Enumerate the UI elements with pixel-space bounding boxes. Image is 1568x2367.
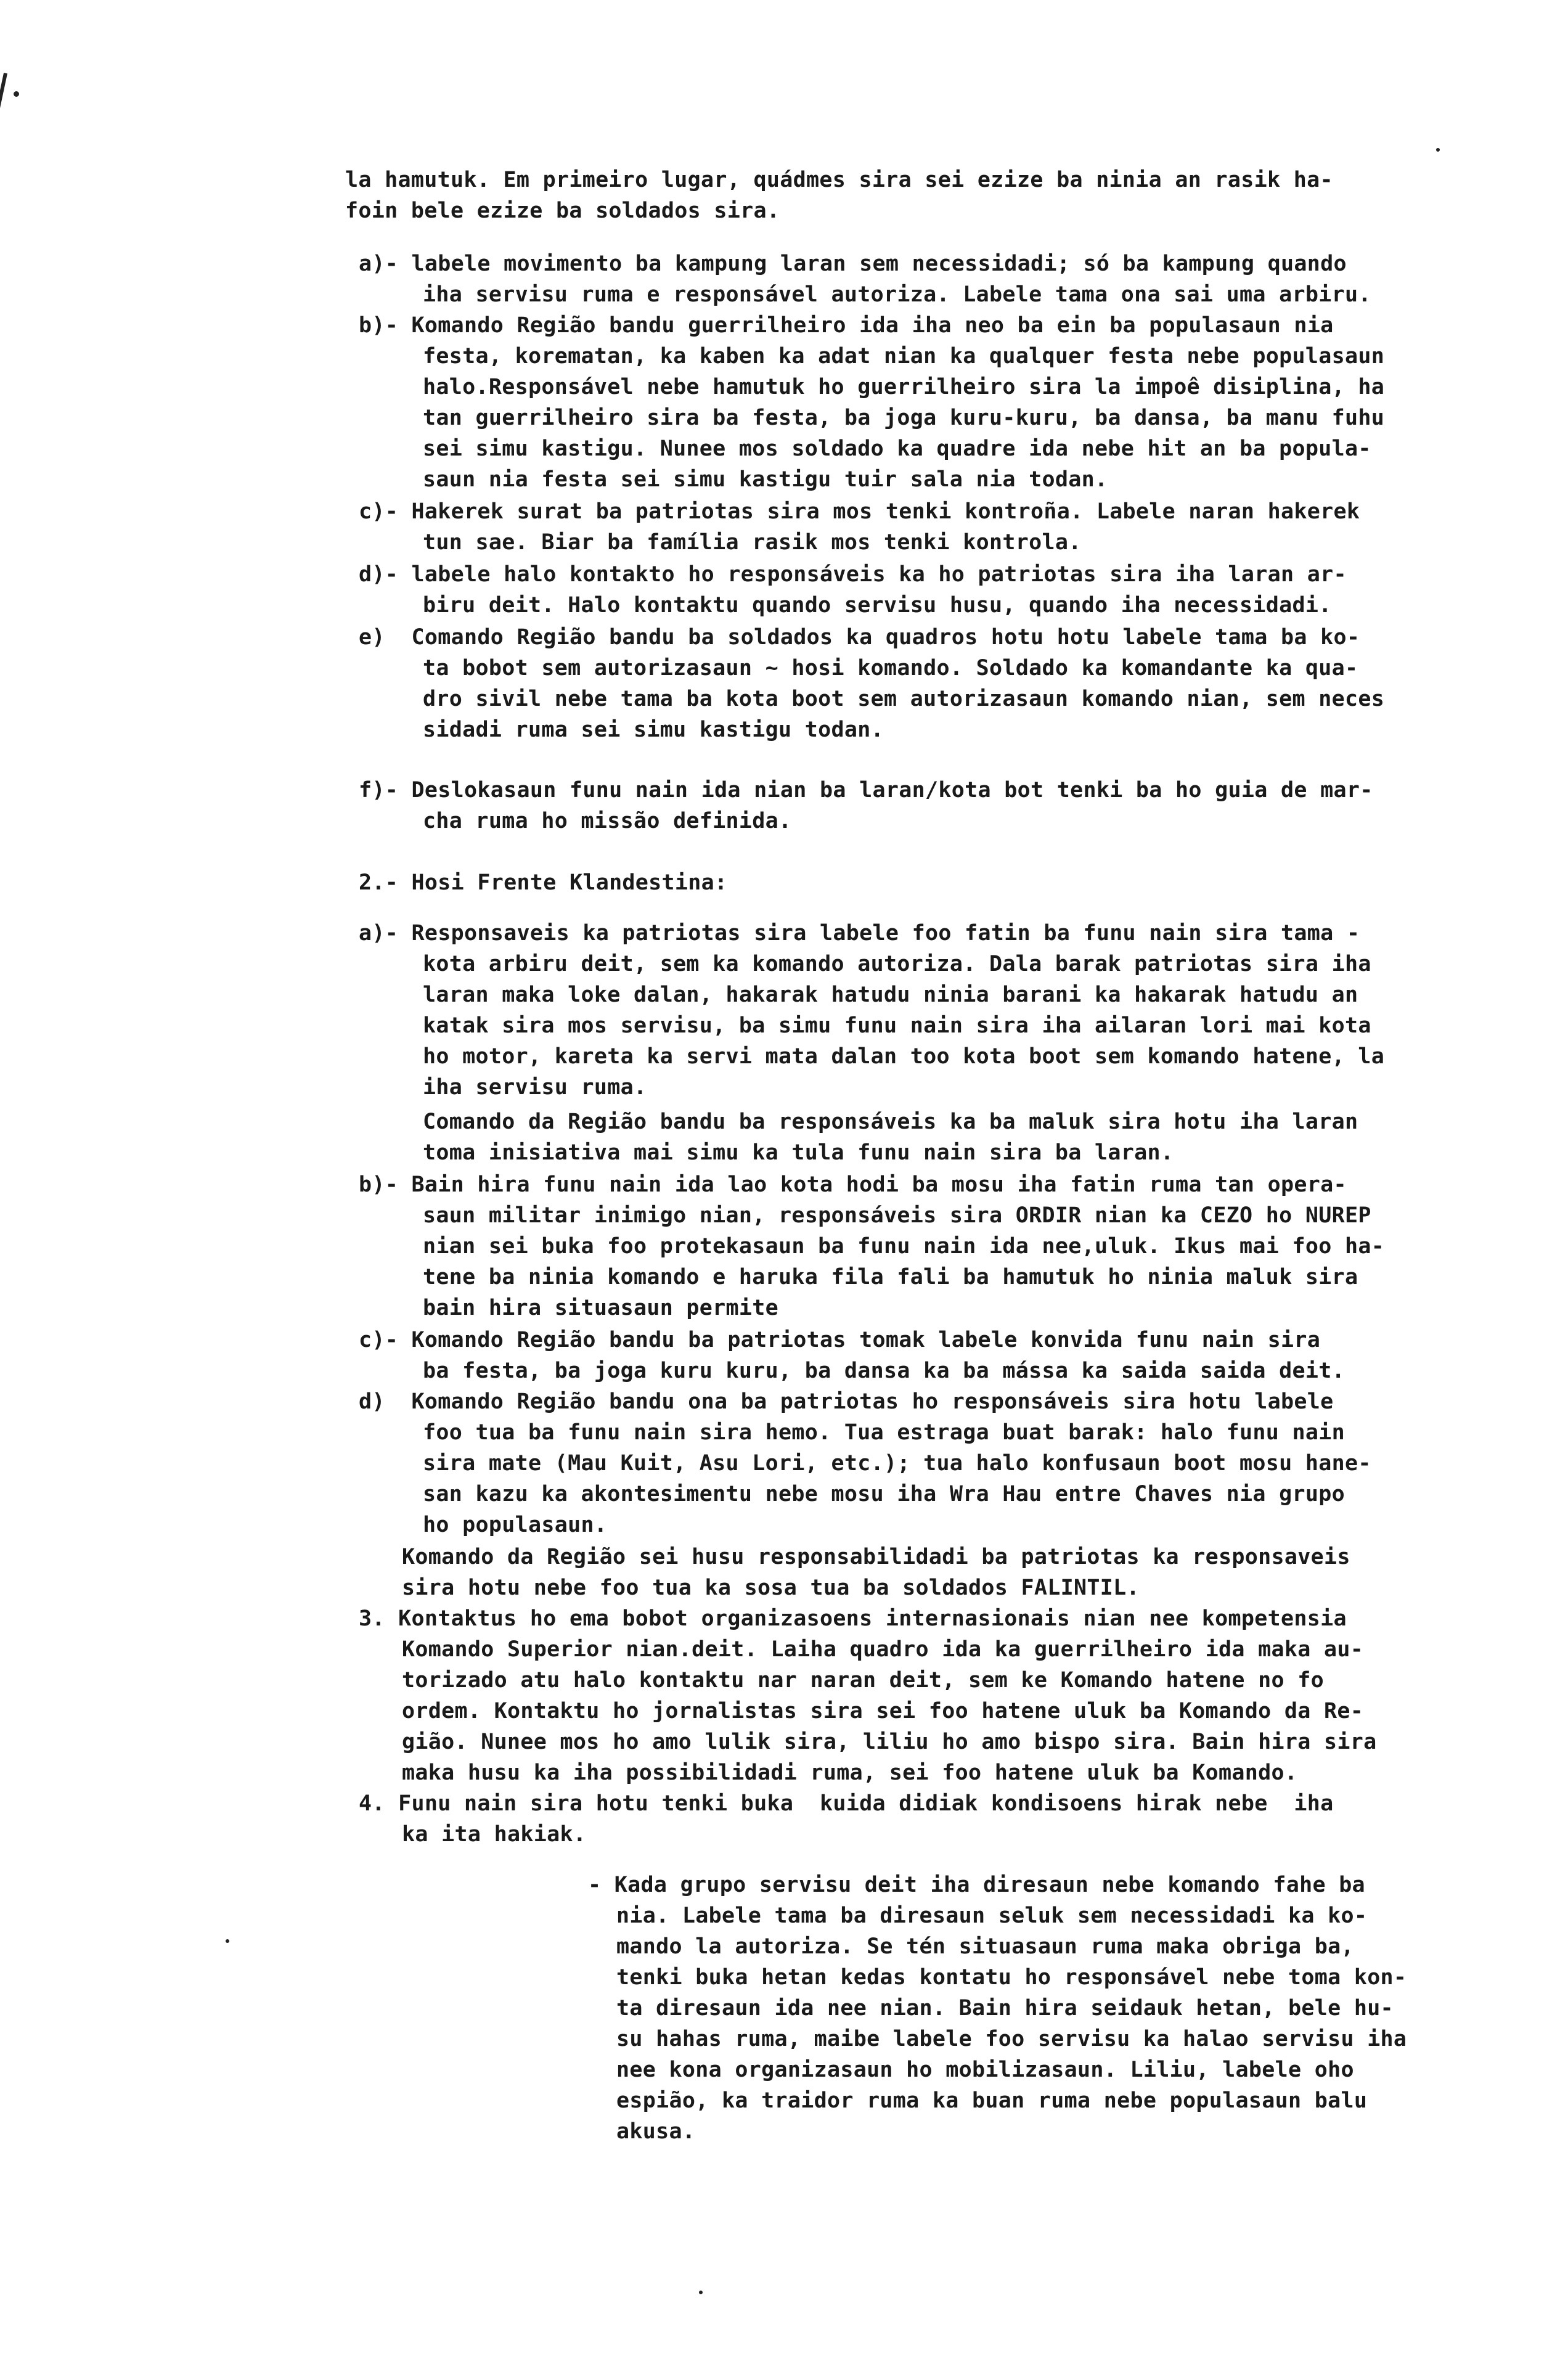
section-4-block-line-6: su hahas ruma, maibe labele foo servisu ka halao servisu iha: [616, 2027, 1407, 2051]
section-3-line-1: 3. Kontaktus ho ema bobot organizasoens internasionais nian nee kompetensia: [359, 1606, 1347, 1631]
paragraph-intro-line-1: la hamutuk. Em primeiro lugar, quádmes sira sei ezize ba ninia an rasik ha-: [345, 168, 1333, 192]
section-3-line-2: Komando Superior nian.deit. Laiha quadro ida ka guerrilheiro ida maka au-: [402, 1637, 1364, 1662]
section-2-item-a-line-7: Comando da Região bandu ba responsáveis ka ba maluk sira hotu iha laran: [423, 1110, 1358, 1134]
item-b-line-4: tan guerrilheiro sira ba festa, ba joga kuru-kuru, ba dansa, ba manu fuhu: [423, 406, 1385, 430]
section-4-block-line-5: ta diresaun ida nee nian. Bain hira seidauk hetan, bele hu-: [616, 1996, 1394, 2021]
section-4-line-2: ka ita hakiak.: [402, 1822, 587, 1847]
item-e-line-3: dro sivil nebe tama ba kota boot sem autorizasaun komando nian, sem neces: [423, 687, 1385, 711]
section-4-block-line-3: mando la autoriza. Se tén situasaun ruma maka obriga ba,: [616, 1934, 1354, 1959]
item-b-line-2: festa, korematan, ka kaben ka adat nian ka qualquer festa nebe populasaun: [423, 344, 1385, 369]
section-2-item-b-line-2: saun militar inimigo nian, responsáveis sira ORDIR nian ka CEZO ho NUREP: [423, 1203, 1371, 1228]
item-d-line-1: d)- labele halo kontakto ho responsáveis ka ho patriotas sira iha laran ar-: [359, 562, 1347, 587]
section-2-item-a-line-1: a)- Responsaveis ka patriotas sira labele foo fatin ba funu nain sira tama -: [359, 921, 1360, 946]
section-4-block-line-4: tenki buka hetan kedas kontatu ho responsável nebe toma kon-: [616, 1965, 1407, 1990]
item-b-line-1: b)- Komando Região bandu guerrilheiro ida iha neo ba ein ba populasaun nia: [359, 313, 1334, 338]
section-2-item-b-line-1: b)- Bain hira funu nain ida lao kota hodi ba mosu iha fatin ruma tan opera-: [359, 1172, 1347, 1197]
section-2-item-a-line-2: kota arbiru deit, sem ka komando autoriza. Dala barak patriotas sira iha: [423, 952, 1371, 976]
item-b-line-6: saun nia festa sei simu kastigu tuir sala nia todan.: [423, 467, 1108, 492]
section-2-item-d-line-7: sira hotu nebe foo tua ka sosa tua ba soldados FALINTIL.: [402, 1576, 1140, 1600]
section-3-line-4: ordem. Kontaktu ho jornalistas sira sei foo hatene uluk ba Komando da Re-: [402, 1699, 1364, 1723]
scan-mark-top-left: [0, 73, 7, 108]
section-2-item-a-line-3: laran maka loke dalan, hakarak hatudu ninia barani ka hakarak hatudu an: [423, 983, 1358, 1007]
section-2-item-d-line-3: sira mate (Mau Kuit, Asu Lori, etc.); tua halo konfusaun boot mosu hane-: [423, 1451, 1371, 1476]
section-2-item-a-line-4: katak sira mos servisu, ba simu funu nain sira iha ailaran lori mai kota: [423, 1013, 1371, 1038]
scan-dot-bottom: [699, 2291, 703, 2294]
section-2-heading: 2.- Hosi Frente Klandestina:: [359, 870, 728, 895]
section-2-item-d-line-4: san kazu ka akontesimentu nebe mosu iha Wra Hau entre Chaves nia grupo: [423, 1482, 1345, 1506]
section-2-item-d-line-6: Komando da Região sei husu responsabilidadi ba patriotas ka responsaveis: [402, 1545, 1350, 1569]
item-a-line-1: a)- labele movimento ba kampung laran sem necessidadi; só ba kampung quando: [359, 251, 1347, 276]
section-4-block-line-1: - Kada grupo servisu deit iha diresaun nebe komando fahe ba: [588, 1873, 1365, 1897]
section-4-line-1: 4. Funu nain sira hotu tenki buka kuida didiak kondisoens hirak nebe iha: [359, 1791, 1334, 1816]
section-4-block-line-9: akusa.: [616, 2119, 696, 2144]
item-e-line-4: sidadi ruma sei simu kastigu todan.: [423, 717, 884, 742]
scan-dot-top-left: [14, 91, 19, 97]
section-3-line-5: gião. Nunee mos ho amo lulik sira, liliu ho amo bispo sira. Bain hira sira: [402, 1730, 1377, 1754]
item-b-line-5: sei simu kastigu. Nunee mos soldado ka quadre ida nebe hit an ba popula-: [423, 436, 1371, 461]
section-2-item-d-line-2: foo tua ba funu nain sira hemo. Tua estraga buat barak: halo funu nain: [423, 1420, 1345, 1445]
section-2-item-b-line-3: nian sei buka foo protekasaun ba funu nain ida nee,uluk. Ikus mai foo ha-: [423, 1234, 1385, 1259]
item-c-line-1: c)- Hakerek surat ba patriotas sira mos tenki kontroña. Labele naran hakerek: [359, 499, 1360, 524]
section-2-item-a-line-8: toma inisiativa mai simu ka tula funu nain sira ba laran.: [423, 1140, 1174, 1165]
section-3-line-6: maka husu ka iha possibilidadi ruma, sei foo hatene uluk ba Komando.: [402, 1760, 1298, 1785]
section-2-item-a-line-5: ho motor, kareta ka servi mata dalan too kota boot sem komando hatene, la: [423, 1044, 1385, 1069]
item-f-line-1: f)- Deslokasaun funu nain ida nian ba laran/kota bot tenki ba ho guia de mar-: [359, 778, 1373, 803]
scan-dot-top-right: [1436, 148, 1440, 152]
section-4-block-line-8: espião, ka traidor ruma ka buan ruma nebe populasaun balu: [616, 2088, 1368, 2113]
item-e-line-1: e) Comando Região bandu ba soldados ka quadros hotu hotu labele tama ba ko-: [359, 625, 1360, 650]
item-b-line-3: halo.Responsável nebe hamutuk ho guerrilheiro sira la impoê disiplina, ha: [423, 375, 1385, 399]
section-2-item-c-line-2: ba festa, ba joga kuru kuru, ba dansa ka ba mássa ka saida saida deit.: [423, 1359, 1345, 1383]
scan-dot-left-margin: [226, 1939, 229, 1943]
section-2-item-a-line-6: iha servisu ruma.: [423, 1075, 647, 1100]
section-2-item-d-line-5: ho populasaun.: [423, 1513, 608, 1537]
section-2-item-b-line-5: bain hira situasaun permite: [423, 1296, 779, 1320]
section-4-block-line-2: nia. Labele tama ba diresaun seluk sem necessidadi ka ko-: [616, 1903, 1368, 1928]
section-4-block-line-7: nee kona organizasaun ho mobilizasaun. Liliu, labele oho: [616, 2058, 1354, 2082]
item-a-line-2: iha servisu ruma e responsável autoriza. Labele tama ona sai uma arbiru.: [423, 282, 1371, 307]
section-3-line-3: torizado atu halo kontaktu nar naran deit, sem ke Komando hatene no fo: [402, 1668, 1325, 1693]
section-2-item-b-line-4: tene ba ninia komando e haruka fila fali ba hamutuk ho ninia maluk sira: [423, 1265, 1358, 1290]
section-2-item-c-line-1: c)- Komando Região bandu ba patriotas tomak labele konvida funu nain sira: [359, 1328, 1321, 1352]
section-2-item-d-line-1: d) Komando Região bandu ona ba patriotas ho responsáveis sira hotu labele: [359, 1389, 1334, 1414]
item-f-line-2: cha ruma ho missão definida.: [423, 809, 792, 833]
item-d-line-2: biru deit. Halo kontaktu quando servisu husu, quando iha necessidadi.: [423, 593, 1332, 618]
paragraph-intro-line-2: foin bele ezize ba soldados sira.: [345, 198, 780, 223]
item-e-line-2: ta bobot sem autorizasaun ~ hosi komando. Soldado ka komandante ka qua-: [423, 656, 1358, 681]
item-c-line-2: tun sae. Biar ba família rasik mos tenki kontrola.: [423, 530, 1082, 555]
